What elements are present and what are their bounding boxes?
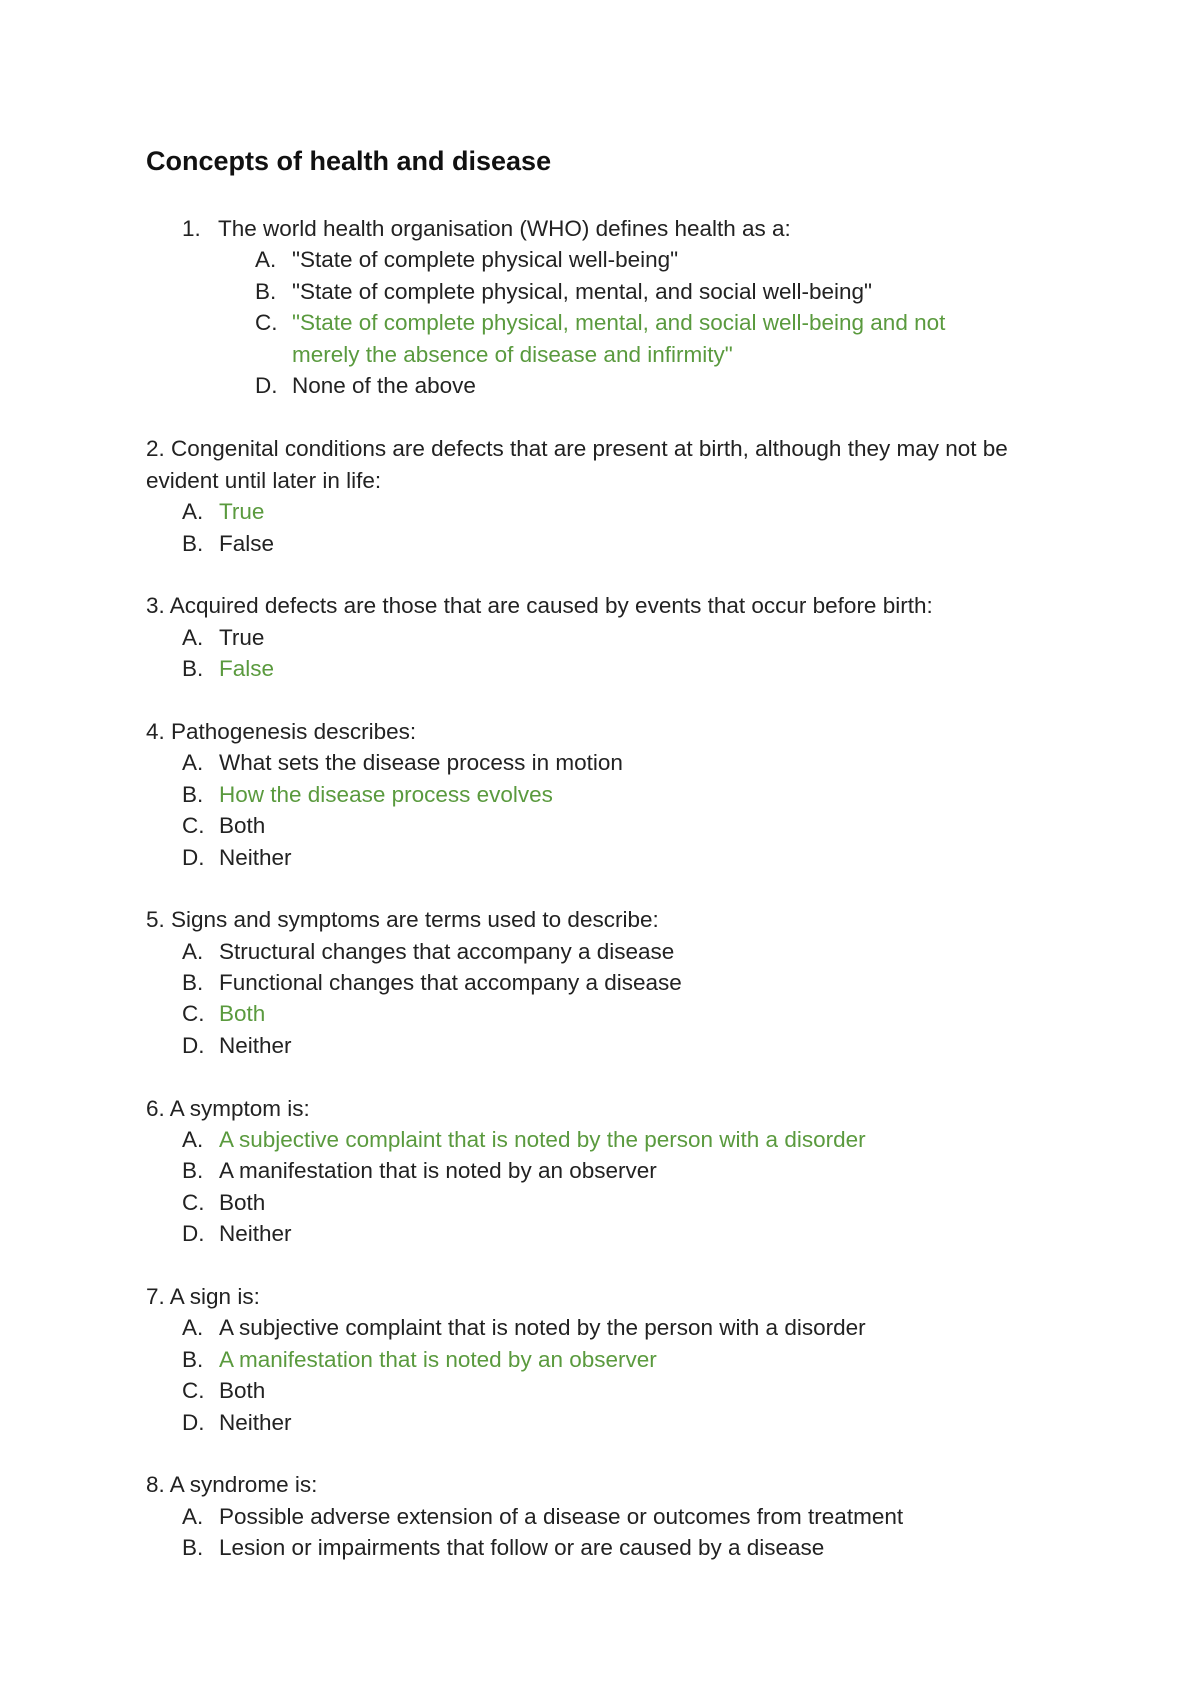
option-letter: B. — [182, 656, 204, 681]
option-letter: C. — [182, 813, 205, 838]
option-text: A subjective complaint that is noted by the person with a disorder — [219, 1315, 866, 1340]
option-text: None of the above — [292, 373, 476, 398]
question-8: 8. A syndrome is: — [146, 1472, 318, 1497]
option-letter: C. — [182, 1378, 205, 1403]
option-letter: A. — [182, 1504, 204, 1529]
option-text: What sets the disease process in motion — [219, 750, 623, 775]
question-text: The world health organisation (WHO) defines health as a: — [218, 216, 791, 241]
option-letter: A. — [182, 1127, 204, 1152]
option-text: "State of complete physical, mental, and social well-being" — [292, 279, 873, 304]
option-letter: B. — [182, 1535, 204, 1560]
option-letter: A. — [182, 499, 204, 524]
option-letter: C. — [255, 310, 278, 335]
option-letter: D. — [182, 845, 205, 870]
option-text: Structural changes that accompany a disease — [219, 939, 675, 964]
question-3: 3. Acquired defects are those that are caused by events that occur before birth: — [146, 593, 933, 618]
option-letter: A. — [182, 1315, 204, 1340]
option-letter: A. — [255, 247, 277, 272]
option-letter: B. — [182, 1347, 204, 1372]
option-letter: B. — [182, 531, 204, 556]
option-letter: D. — [182, 1410, 205, 1435]
option-text: Functional changes that accompany a disease — [219, 970, 682, 995]
option-letter: D. — [255, 373, 278, 398]
option-letter: B. — [182, 1158, 204, 1183]
option-text: True — [219, 625, 265, 650]
page-title: Concepts of health and disease — [146, 146, 552, 176]
option-letter: C. — [182, 1190, 205, 1215]
option-letter: B. — [255, 279, 277, 304]
option-text: Both — [219, 1378, 266, 1403]
option-text: "State of complete physical well-being" — [292, 247, 679, 272]
question-6: 6. A symptom is: — [146, 1096, 310, 1121]
question-5: 5. Signs and symptoms are terms used to describe: — [146, 907, 659, 932]
option-letter: D. — [182, 1033, 205, 1058]
option-text: Both — [219, 813, 266, 838]
option-text: Both — [219, 1001, 266, 1026]
option-letter: A. — [182, 625, 204, 650]
option-text: Neither — [219, 845, 292, 870]
option-text: A manifestation that is noted by an observer — [219, 1158, 657, 1183]
option-text: Neither — [219, 1221, 292, 1246]
option-letter: A. — [182, 750, 204, 775]
question-2: 2. Congenital conditions are defects that are present at birth, although they may not be evident until later in life: — [146, 436, 1008, 493]
option-text: Lesion or impairments that follow or are caused by a disease — [219, 1535, 825, 1560]
option-text: Possible adverse extension of a disease or outcomes from treatment — [219, 1504, 904, 1529]
option-letter: B. — [182, 970, 204, 995]
question-7: 7. A sign is: — [146, 1284, 260, 1309]
option-letter: D. — [182, 1221, 205, 1246]
option-text: A manifestation that is noted by an observer — [219, 1347, 657, 1372]
option-text: Neither — [219, 1410, 292, 1435]
question-number: 1. — [182, 216, 201, 241]
option-text: A subjective complaint that is noted by the person with a disorder — [219, 1127, 866, 1152]
option-letter: A. — [182, 939, 204, 964]
option-letter: B. — [182, 782, 204, 807]
option-text: True — [219, 499, 265, 524]
option-text: Both — [219, 1190, 266, 1215]
option-text: False — [219, 531, 275, 556]
question-4: 4. Pathogenesis describes: — [146, 719, 417, 744]
option-text: Neither — [219, 1033, 292, 1058]
option-text: How the disease process evolves — [219, 782, 553, 807]
option-text: "State of complete physical, mental, and social well-being and not merely the absence of disease and infirmity" — [292, 310, 946, 367]
option-text: False — [219, 656, 275, 681]
option-letter: C. — [182, 1001, 205, 1026]
